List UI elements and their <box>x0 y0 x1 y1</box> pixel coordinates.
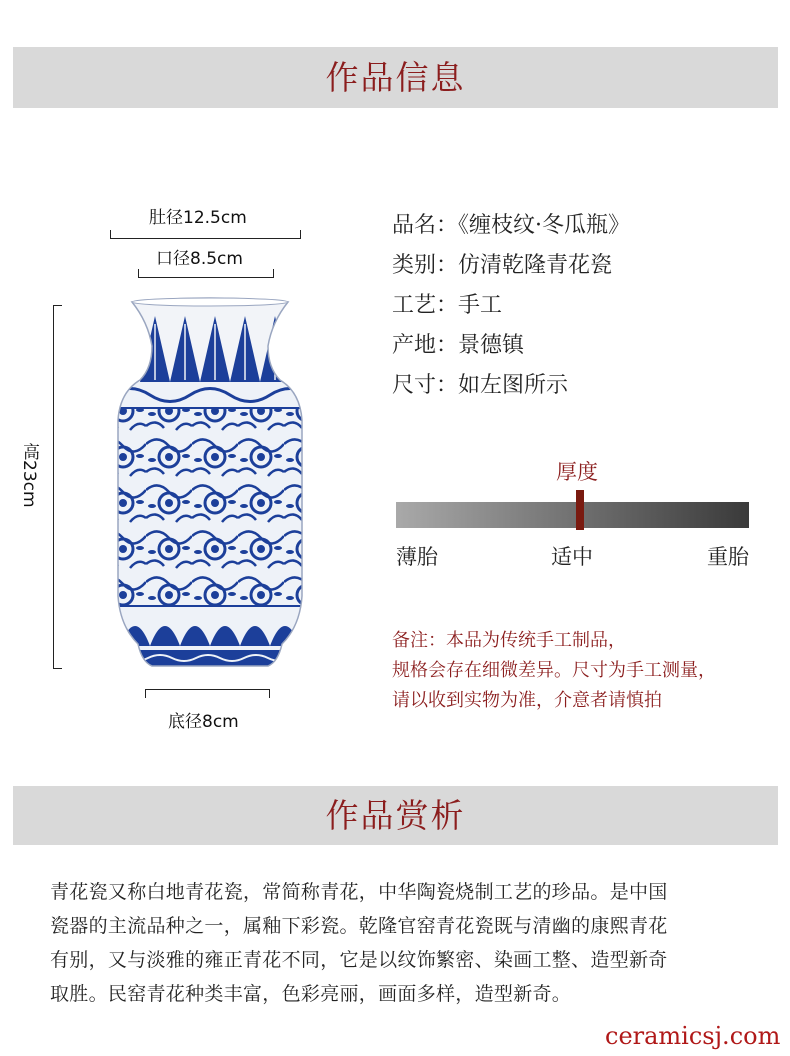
description-line: 取胜。民窑青花种类丰富，色彩亮丽，画面多样，造型新奇。 <box>50 983 572 1005</box>
height-bracket <box>53 305 62 669</box>
info-size: 尺寸：如左图所示 <box>392 373 569 398</box>
note-line: 请以收到实物为准，介意者请慎拍 <box>392 690 662 711</box>
vase-image <box>100 296 320 672</box>
info-name: 品名：《缠枝纹·冬瓜瓶》 <box>392 213 630 238</box>
belly-diameter-label: 肚径12.5cm <box>149 208 247 228</box>
section-title-banner <box>13 47 778 108</box>
description-paragraph <box>50 875 750 1011</box>
thickness-bar <box>396 502 749 528</box>
base-diameter-label: 底径8cm <box>168 712 239 732</box>
disclaimer-note <box>392 626 716 716</box>
watermark: ceramicsj.com <box>605 1022 781 1050</box>
mouth-diameter-bracket <box>138 269 274 278</box>
description-line: 瓷器的主流品种之一，属釉下彩瓷。乾隆官窑青花瓷既与清幽的康熙青花 <box>50 915 668 937</box>
appreciation-title-banner <box>13 786 778 845</box>
description-line: 青花瓷又称白地青花瓷，常简称青花，中华陶瓷烧制工艺的珍品。是中国 <box>50 881 668 903</box>
height-label: 高23cm <box>19 443 39 508</box>
thickness-title: 厚度 <box>556 460 598 484</box>
appreciation-title: 作品赏析 <box>325 796 466 835</box>
info-origin: 产地：景德镇 <box>392 333 525 358</box>
description-line: 有别，又与淡雅的雍正青花不同，它是以纹饰繁密、染画工整、造型新奇 <box>50 949 668 971</box>
note-line: 备注：本品为传统手工制品， <box>392 630 626 651</box>
thickness-label-medium: 适中 <box>551 545 593 569</box>
info-category: 类别：仿清乾隆青花瓷 <box>392 253 613 278</box>
mouth-diameter-label: 口径8.5cm <box>156 249 243 269</box>
info-craft: 工艺：手工 <box>392 293 503 318</box>
product-info <box>392 206 630 406</box>
thickness-label-thin: 薄胎 <box>396 545 438 569</box>
note-line: 规格会存在细微差异。尺寸为手工测量， <box>392 660 716 681</box>
thickness-marker <box>576 490 584 530</box>
section-title: 作品信息 <box>325 58 466 97</box>
thickness-label-heavy: 重胎 <box>707 545 749 569</box>
belly-diameter-bracket <box>110 230 301 239</box>
base-diameter-bracket <box>145 689 270 698</box>
